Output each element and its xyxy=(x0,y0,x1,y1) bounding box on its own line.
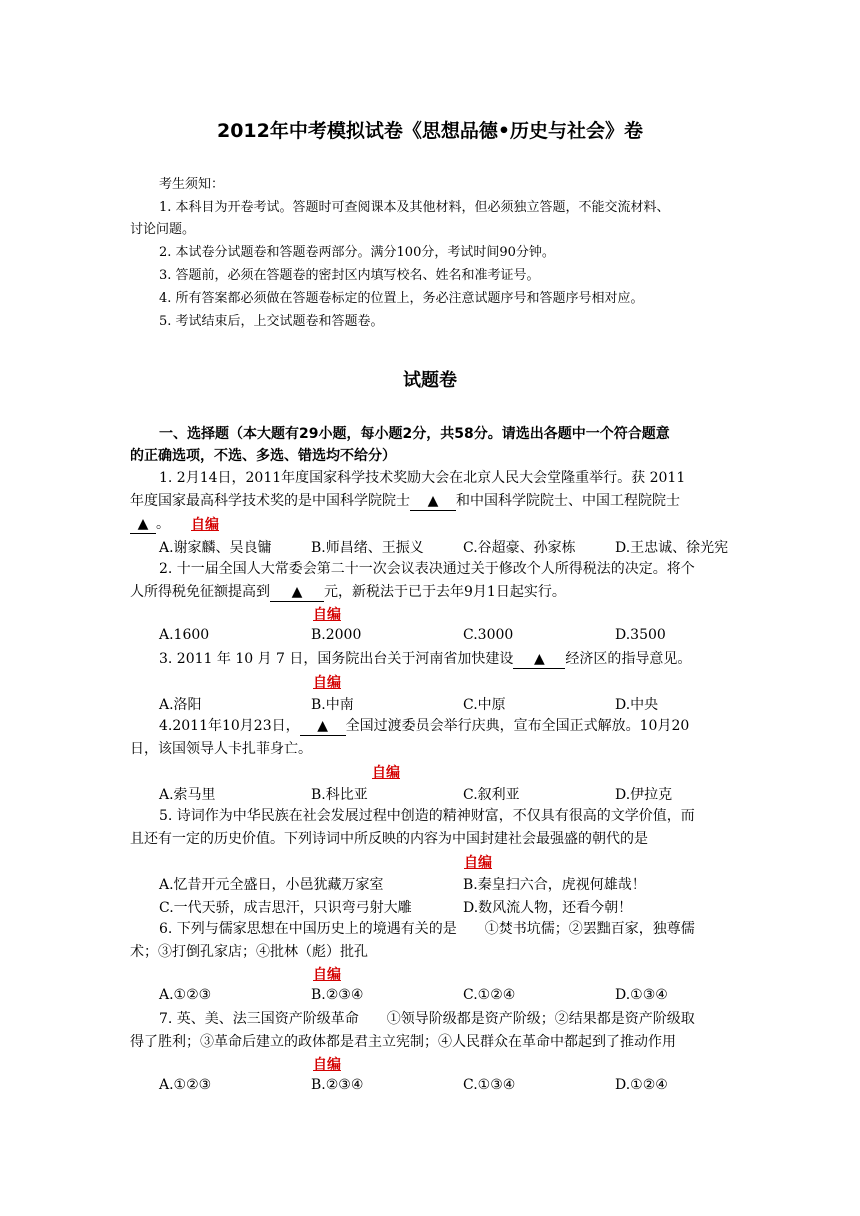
q6-line-1: 6. 下列与儒家思想在中国历史上的境遇有关的是 ①焚书坑儒；②罢黜百家，独尊儒 xyxy=(159,921,695,937)
q1-text-a: 年度国家最高科学技术奖的是中国科学院院士 xyxy=(130,493,410,509)
notice-item-1: 1. 本科目为开卷考试。答题时可查阅课本及其他材料，但必须独立答题，不能交流材料、 xyxy=(159,200,670,215)
q6-option-d: D.①③④ xyxy=(615,987,668,1003)
notice-item-4: 4. 所有答案都必须做在答题卷标定的位置上，务必注意试题序号和答题序号相对应。 xyxy=(159,291,644,306)
q4-option-a: A.索马里 xyxy=(159,787,216,803)
q4-option-c: C.叙利亚 xyxy=(463,787,520,803)
q2-option-c: C.3000 xyxy=(463,627,514,643)
q1-blank-1: ▲ xyxy=(410,493,456,511)
notice-item-1-cont: 讨论问题。 xyxy=(130,222,196,237)
q5-option-a: A.忆昔开元全盛日，小邑犹藏万家室 xyxy=(159,877,384,893)
q6-line-2: 术；③打倒孔家店；④批林（彪）批孔 xyxy=(130,944,368,960)
q2-option-d: D.3500 xyxy=(615,627,666,643)
q4-text-a: 4.2011年10月23日， xyxy=(159,718,300,734)
q3-option-b: B.中南 xyxy=(311,697,354,713)
q6-option-c: C.①②④ xyxy=(463,987,516,1003)
q1-option-a: A.谢家麟、吴良镛 xyxy=(159,540,272,556)
q1-line-3 xyxy=(130,514,170,534)
page-title: 2012年中考模拟试卷《思想品德•历史与社会》卷 xyxy=(216,120,644,142)
notice-heading: 考生须知： xyxy=(159,177,225,192)
q2-text-b: 元，新税法于已于去年9月1日起实行。 xyxy=(324,584,566,600)
q5-option-d: D.数风流人物，还看今朝！ xyxy=(463,900,633,916)
q1-text-c: 。 xyxy=(156,516,170,532)
q1-option-d: D.王忠诚、徐光宪 xyxy=(615,540,729,556)
notice-item-3: 3. 答题前，必须在答题卷的密封区内填写校名、姓名和准考证号。 xyxy=(159,268,540,283)
q7-tag: 自编 xyxy=(313,1057,341,1073)
q1-line-2 xyxy=(130,491,680,511)
q3-option-a: A.洛阳 xyxy=(159,697,202,713)
q2-tag: 自编 xyxy=(313,607,341,623)
q2-option-a: A.1600 xyxy=(159,627,210,643)
q4-option-b: B.科比亚 xyxy=(311,787,368,803)
q3-tag: 自编 xyxy=(313,675,341,691)
q2-option-b: B.2000 xyxy=(311,627,362,643)
q3-text-a: 3. 2011 年 10 月 7 日，国务院出台关于河南省加快建设 xyxy=(159,651,514,667)
q3-text-b: 经济区的指导意见。 xyxy=(565,651,692,667)
notice-item-5: 5. 考试结束后，上交试题卷和答题卷。 xyxy=(159,314,384,329)
q3-option-d: D.中央 xyxy=(615,697,659,713)
notice-item-2: 2. 本试卷分试题卷和答题卷两部分。满分100分，考试时间90分钟。 xyxy=(159,245,555,260)
q2-blank: ▲ xyxy=(270,584,324,602)
q1-line-1: 1. 2月14日，2011年度国家科学技术奖励大会在北京人民大会堂隆重举行。获 2011 xyxy=(159,470,686,486)
q7-option-a: A.①②③ xyxy=(159,1077,212,1093)
q4-line-1 xyxy=(159,716,689,736)
q7-line-1: 7. 英、美、法三国资产阶级革命 ①领导阶级都是资产阶级；②结果都是资产阶级取 xyxy=(159,1011,695,1027)
q7-option-c: C.①③④ xyxy=(463,1077,516,1093)
q2-text-a: 人所得税免征额提高到 xyxy=(130,584,270,600)
q1-tag: 自编 xyxy=(191,517,219,533)
q1-option-b: B.师昌绪、王振义 xyxy=(311,540,424,556)
q3-blank: ▲ xyxy=(513,651,565,669)
q6-option-b: B.②③④ xyxy=(311,987,364,1003)
q7-option-b: B.②③④ xyxy=(311,1077,364,1093)
q7-line-2: 得了胜利；③革命后建立的政体都是君主立宪制；④人民群众在革命中都起到了推动作用 xyxy=(130,1034,676,1050)
q1-text-b: 和中国科学院院士、中国工程院院士 xyxy=(456,493,680,509)
q4-text-b: 全国过渡委员会举行庆典，宣布全国正式解放。10月20 xyxy=(345,718,690,734)
q2-line-1: 2. 十一届全国人大常委会第二十一次会议表决通过关于修改个人所得税法的决定。将个 xyxy=(159,561,695,577)
q4-line-2: 日，该国领导人卡扎菲身亡。 xyxy=(130,741,312,757)
q5-line-2: 且还有一定的历史价值。下列诗词中所反映的内容为中国封建社会最强盛的朝代的是 xyxy=(130,831,648,847)
q7-option-d: D.①②④ xyxy=(615,1077,668,1093)
q6-tag: 自编 xyxy=(313,967,341,983)
q5-line-1: 5. 诗词作为中华民族在社会发展过程中创造的精神财富，不仅具有很高的文学价值，而 xyxy=(159,808,695,824)
q1-blank-2: ▲ xyxy=(130,516,156,534)
q3-line-1 xyxy=(159,649,691,669)
q6-option-a: A.①②③ xyxy=(159,987,212,1003)
q4-tag: 自编 xyxy=(372,765,400,781)
part1-heading: 一、选择题（本大题有29小题，每小题2分，共58分。请选出各题中一个符合题意 xyxy=(159,426,670,442)
part1-heading-cont: 的正确选项，不选、多选、错选均不给分） xyxy=(130,448,396,464)
section-title: 试题卷 xyxy=(403,370,457,391)
q2-line-2 xyxy=(130,582,566,602)
q4-option-d: D.伊拉克 xyxy=(615,787,673,803)
q3-option-c: C.中原 xyxy=(463,697,506,713)
q4-blank: ▲ xyxy=(300,718,346,736)
q5-option-c: C.一代天骄，成吉思汗，只识弯弓射大雕 xyxy=(159,900,412,916)
q5-tag: 自编 xyxy=(464,855,492,871)
q5-option-b: B.秦皇扫六合，虎视何雄哉！ xyxy=(463,877,646,893)
q1-option-c: C.谷超豪、孙家栋 xyxy=(463,540,576,556)
